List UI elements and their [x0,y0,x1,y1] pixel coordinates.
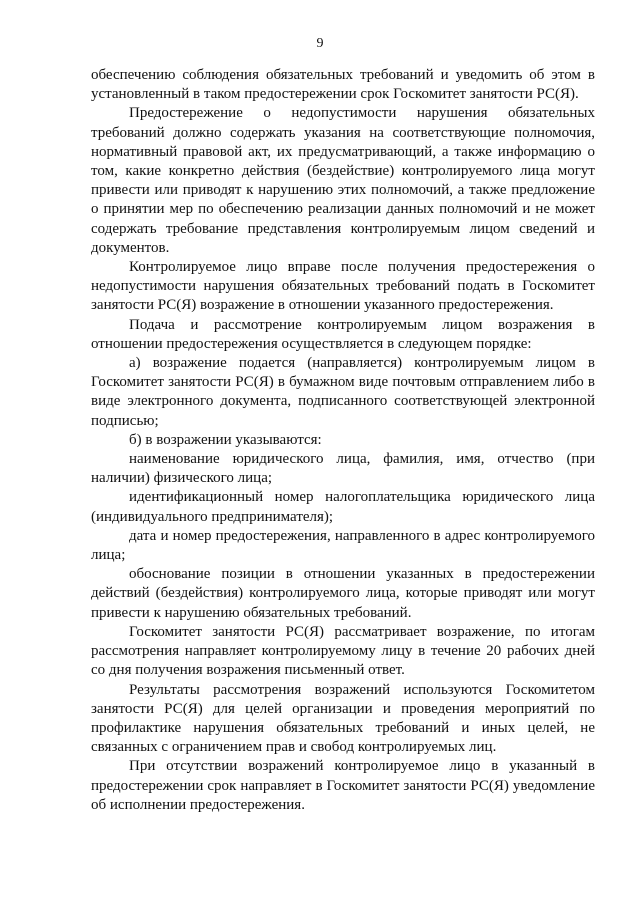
paragraph: обоснование позиции в отношении указанных в предостережении действий (бездействия) контролируемого лица, которые приводят или могут привести к нарушению обязательных требований. [91,566,595,621]
document-body [91,66,595,815]
paragraph: идентификационный номер налогоплательщика юридического лица (индивидуального предпринимателя); [91,489,595,525]
paragraph: Предостережение о недопустимости нарушения обязательных требований должно содержать указания на соответствующие полномочия, нормативный правовой акт, их предусматривающий, а также информацию о том, какие конкретно действия (бездействие) контролируемого лица могут привести или приводят к нарушению этих полномочий, а также предложение о принятии мер по обеспечению реализации данных полномочий и не может содержать требование представления контролируемым лицом сведений и документов. [91,105,595,256]
paragraph: При отсутствии возражений контролируемое лицо в указанный в предостережении срок направляет в Госкомитет занятости РС(Я) уведомление об исполнении предостережения. [91,758,595,813]
paragraph: Госкомитет занятости РС(Я) рассматривает возражение, по итогам рассмотрения направляет контролируемому лицу в течение 20 рабочих дней со дня получения возражения письменный ответ. [91,623,595,679]
paragraph: Подача и рассмотрение контролируемым лицом возражения в отношении предостережения осуществляется в следующем порядке: [91,316,595,352]
paragraph: а) возражение подается (направляется) контролируемым лицом в Госкомитет занятости РС(Я) в бумажном виде почтовым отправлением либо в виде электронного документа, подписанного соответствующей электронной подписью; [91,355,595,429]
paragraph: наименование юридического лица, фамилия, имя, отчество (при наличии) физического лица; [91,451,595,487]
page-number: 9 [316,36,324,51]
paragraph: Контролируемое лицо вправе после получения предостережения о недопустимости нарушения обязательных требований подать в Госкомитет занятости РС(Я) возражение в отношении указанного предостережения. [91,259,595,314]
paragraph: б) в возражении указываются: [129,431,322,448]
paragraph: Результаты рассмотрения возражений используются Госкомитетом занятости РС(Я) для целей организации и проведения мероприятий по профилактике нарушения обязательных требований и иных целей, не связанных с ограничением прав и свобод контролируемых лиц. [91,681,595,756]
paragraph: обеспечению соблюдения обязательных требований и уведомить об этом в установленный в таком предостережении срок Госкомитет занятости РС(Я). [91,67,595,103]
paragraph: дата и номер предостережения, направленного в адрес контролируемого лица; [91,527,595,564]
